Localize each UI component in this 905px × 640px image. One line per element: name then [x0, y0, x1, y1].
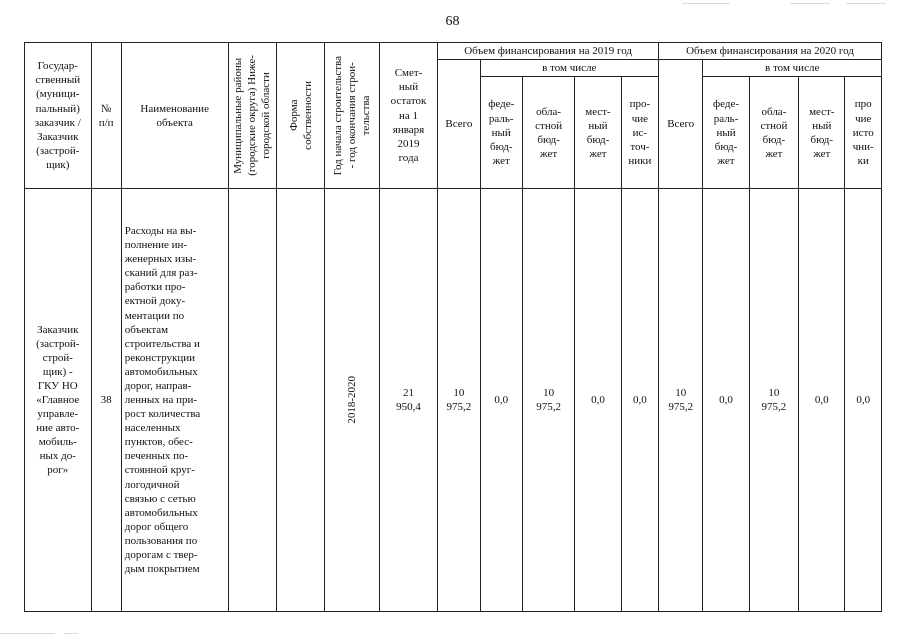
header-years-text: Год начала строительства - год окончания строи- тельства: [331, 55, 373, 176]
header-districts: [228, 43, 276, 189]
header-financing-2020: Объем финансирования на 2020 год: [659, 43, 882, 60]
scan-artifact: [846, 3, 886, 4]
header-years: [325, 43, 379, 189]
row-federal-2019: 0,0: [480, 189, 522, 612]
financing-table: [24, 42, 882, 612]
scan-artifact: [0, 633, 55, 634]
row-regional-2020: 10 975,2: [749, 189, 798, 612]
header-total-2019: Всего: [438, 60, 480, 189]
row-total-2019: 10 975,2: [438, 189, 480, 612]
header-estimated-remainder: Смет- ный остаток на 1 января 2019 года: [379, 43, 437, 189]
row-other-2019: 0,0: [621, 189, 658, 612]
header-federal-2020: феде- раль- ный бюд- жет: [703, 77, 749, 189]
header-object-name: Наименование объекта: [121, 43, 228, 189]
scan-artifact: [682, 3, 730, 4]
row-years-text: 2018-2020: [346, 376, 359, 424]
row-number: 38: [91, 189, 121, 612]
header-regional-2020: обла- стной бюд- жет: [749, 77, 798, 189]
header-total-2020: Всего: [659, 60, 703, 189]
header-ownership-text: Форма собственности: [287, 81, 314, 150]
row-other-2020: 0,0: [845, 189, 882, 612]
row-total-2020: 10 975,2: [659, 189, 703, 612]
row-customer: Заказчик (застрой- строй- щик) - ГКУ НО «Главное управле- ние авто- мобиль- ных до- рог»: [25, 189, 92, 612]
page-number: 68: [445, 14, 460, 29]
header-federal-2019: феде- раль- ный бюд- жет: [480, 77, 522, 189]
row-local-2020: 0,0: [799, 189, 845, 612]
row-ownership: [276, 189, 324, 612]
row-estimated-remainder: 21 950,4: [379, 189, 437, 612]
header-local-2019: мест- ный бюд- жет: [575, 77, 621, 189]
header-including-2020: в том числе: [703, 60, 882, 77]
scan-artifact: [64, 633, 78, 634]
header-districts-text: Муниципальные районы (городские округа) Ниже- городской области: [232, 55, 273, 176]
header-other-2020: про чие исто чни- ки: [845, 77, 882, 189]
header-local-2020: мест- ный бюд- жет: [799, 77, 845, 189]
row-object-name: Расходы на вы- полнение ин- женерных изы- сканий для раз- работки про- ектной доку- ментации по объектам строительства и реконструкции автомобильных дорог, направ- ленных на при- рост количества населенных пунктов, обес- печенных по- стоянной круг- логодичной связью с сетью автомобильных дорог общего пользования по дорогам с твер- дым покрытием: [121, 189, 228, 612]
header-number: № п/п: [91, 43, 121, 189]
header-including-2019: в том числе: [480, 60, 658, 77]
row-years: [325, 189, 379, 612]
table-row: [25, 189, 882, 612]
header-other-2019: про- чие ис- точ- ники: [621, 77, 658, 189]
row-regional-2019: 10 975,2: [522, 189, 574, 612]
row-federal-2020: 0,0: [703, 189, 749, 612]
row-districts: [228, 189, 276, 612]
scan-artifact: [790, 3, 830, 4]
row-local-2019: 0,0: [575, 189, 621, 612]
header-financing-2019: Объем финансирования на 2019 год: [438, 43, 659, 60]
header-customer: Государ- ственный (муници- пальный) заказчик / Заказчик (застрой- щик): [25, 43, 92, 189]
header-ownership: [276, 43, 324, 189]
header-row-1: [25, 43, 882, 60]
header-regional-2019: обла- стной бюд- жет: [522, 77, 574, 189]
